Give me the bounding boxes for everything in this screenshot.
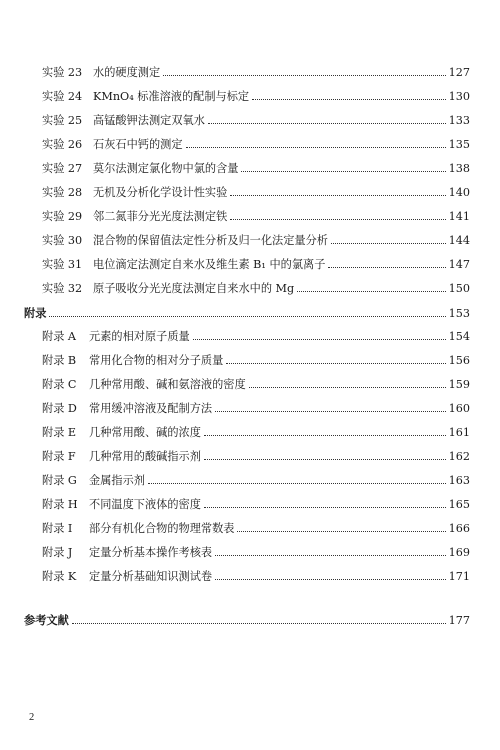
toc-entry-experiment-30[interactable] xyxy=(42,234,470,248)
section-title: 参考文献 xyxy=(24,613,69,627)
entry-page: 147 xyxy=(448,258,470,271)
entry-title: KMnO₄ 标准溶液的配制与标定 xyxy=(93,90,250,103)
entry-title: 高锰酸钾法测定双氧水 xyxy=(93,114,205,127)
entry-title: 水的硬度测定 xyxy=(93,66,161,79)
entry-label: 附录 F xyxy=(42,450,76,463)
toc-entry-experiment-31[interactable] xyxy=(42,258,470,272)
entry-label: 附录 E xyxy=(42,426,77,439)
entry-page: 138 xyxy=(448,162,470,175)
entry-page: 153 xyxy=(448,307,470,320)
dot-leader xyxy=(297,290,445,292)
dot-leader xyxy=(193,338,446,340)
dot-leader xyxy=(237,530,445,532)
entry-page: 144 xyxy=(448,234,470,247)
entry-label: 实验 24 xyxy=(42,90,83,103)
entry-page: 130 xyxy=(448,90,470,103)
entry-title: 几种常用酸、碱和氨溶液的密度 xyxy=(89,378,246,391)
entry-title: 金属指示剂 xyxy=(89,474,145,487)
entry-page: 162 xyxy=(448,450,470,463)
entry-title: 石灰石中钙的测定 xyxy=(93,138,183,151)
entry-label: 实验 23 xyxy=(42,66,83,79)
dot-leader xyxy=(226,362,445,364)
entry-page: 171 xyxy=(448,570,470,583)
entry-title: 几种常用酸、碱的浓度 xyxy=(89,426,201,439)
entry-label: 附录 G xyxy=(42,474,77,487)
entry-page: 160 xyxy=(448,402,470,415)
entry-page: 141 xyxy=(448,210,470,223)
entry-page: 159 xyxy=(448,378,470,391)
dot-leader xyxy=(241,170,445,172)
toc-entry-appendix-d[interactable] xyxy=(42,402,470,416)
dot-leader xyxy=(204,434,446,436)
entry-label: 附录 K xyxy=(42,570,77,583)
entry-title: 邻二氮菲分光光度法测定铁 xyxy=(93,210,228,223)
toc-entry-appendix-i[interactable] xyxy=(42,522,470,536)
entry-title: 不同温度下液体的密度 xyxy=(89,498,201,511)
entry-label: 实验 29 xyxy=(42,210,83,223)
toc-entry-appendix-f[interactable] xyxy=(42,450,470,464)
toc-entry-appendix-b[interactable] xyxy=(42,354,470,368)
entry-page: 154 xyxy=(448,330,470,343)
entry-label: 附录 A xyxy=(42,330,77,343)
entry-page: 133 xyxy=(448,114,470,127)
entry-label: 附录 J xyxy=(42,546,73,559)
dot-leader xyxy=(72,622,446,624)
entry-page: 166 xyxy=(448,522,470,535)
entry-page: 177 xyxy=(448,614,470,627)
toc-entry-experiment-28[interactable] xyxy=(42,186,470,200)
entry-label: 附录 D xyxy=(42,402,77,415)
entry-label: 实验 26 xyxy=(42,138,83,151)
entry-label: 实验 28 xyxy=(42,186,83,199)
toc-entry-experiment-32[interactable] xyxy=(42,282,470,296)
dot-leader xyxy=(215,410,446,412)
dot-leader xyxy=(148,482,446,484)
entry-page: 161 xyxy=(448,426,470,439)
entry-title: 混合物的保留值法定性分析及归一化法定量分析 xyxy=(93,234,328,247)
entry-page: 156 xyxy=(448,354,470,367)
dot-leader xyxy=(163,74,446,76)
entry-page: 150 xyxy=(448,282,470,295)
dot-leader xyxy=(328,266,445,268)
entry-label: 实验 30 xyxy=(42,234,83,247)
entry-title: 原子吸收分光光度法测定自来水中的 Mg xyxy=(93,282,295,295)
toc-entry-experiment-26[interactable] xyxy=(42,138,470,152)
toc-entry-appendix-h[interactable] xyxy=(42,498,470,512)
toc-entry-appendix-a[interactable] xyxy=(42,330,470,344)
entry-label: 附录 C xyxy=(42,378,77,391)
entry-label: 附录 I xyxy=(42,522,73,535)
entry-title: 定量分析基础知识测试卷 xyxy=(89,570,213,583)
toc-section-references[interactable] xyxy=(24,613,470,628)
entry-title: 莫尔法测定氯化物中氯的含量 xyxy=(93,162,239,175)
section-title: 附录 xyxy=(24,306,47,320)
toc-entry-experiment-27[interactable] xyxy=(42,162,470,176)
entry-label: 实验 25 xyxy=(42,114,83,127)
toc-entry-appendix-e[interactable] xyxy=(42,426,470,440)
toc-entry-experiment-24[interactable] xyxy=(42,90,470,104)
footer-page-number: 2 xyxy=(29,712,35,723)
entry-title: 定量分析基本操作考核表 xyxy=(89,546,213,559)
dot-leader xyxy=(208,122,446,124)
toc-entry-experiment-23[interactable] xyxy=(42,66,470,80)
entry-title: 电位滴定法测定自来水及维生素 B₁ 中的氯离子 xyxy=(93,258,326,271)
entry-title: 元素的相对原子质量 xyxy=(89,330,190,343)
entry-title: 部分有机化合物的物理常数表 xyxy=(89,522,235,535)
dot-leader xyxy=(230,218,445,220)
entry-page: 140 xyxy=(448,186,470,199)
dot-leader xyxy=(331,242,446,244)
toc-entry-appendix-c[interactable] xyxy=(42,378,470,392)
entry-page: 165 xyxy=(448,498,470,511)
entry-page: 127 xyxy=(448,66,470,79)
entry-title: 几种常用的酸碱指示剂 xyxy=(89,450,201,463)
toc-section-appendix[interactable] xyxy=(24,306,470,321)
dot-leader xyxy=(252,98,446,100)
entry-page: 135 xyxy=(448,138,470,151)
dot-leader xyxy=(204,458,446,460)
toc-entry-experiment-25[interactable] xyxy=(42,114,470,128)
toc-entry-appendix-g[interactable] xyxy=(42,474,470,488)
toc-entry-appendix-k[interactable] xyxy=(42,570,470,584)
entry-label: 实验 27 xyxy=(42,162,83,175)
entry-label: 实验 31 xyxy=(42,258,83,271)
dot-leader xyxy=(204,506,446,508)
entry-title: 常用化合物的相对分子质量 xyxy=(89,354,224,367)
entry-label: 附录 B xyxy=(42,354,77,367)
dot-leader xyxy=(215,554,446,556)
dot-leader xyxy=(215,578,446,580)
entry-label: 附录 H xyxy=(42,498,78,511)
toc-entry-appendix-j[interactable] xyxy=(42,546,470,560)
entry-title: 常用缓冲溶液及配制方法 xyxy=(89,402,213,415)
toc-entry-experiment-29[interactable] xyxy=(42,210,470,224)
entry-title: 无机及分析化学设计性实验 xyxy=(93,186,228,199)
dot-leader xyxy=(186,146,446,148)
entry-label: 实验 32 xyxy=(42,282,83,295)
entry-page: 169 xyxy=(448,546,470,559)
dot-leader xyxy=(230,194,445,196)
entry-page: 163 xyxy=(448,474,470,487)
dot-leader xyxy=(49,315,445,317)
dot-leader xyxy=(249,386,446,388)
